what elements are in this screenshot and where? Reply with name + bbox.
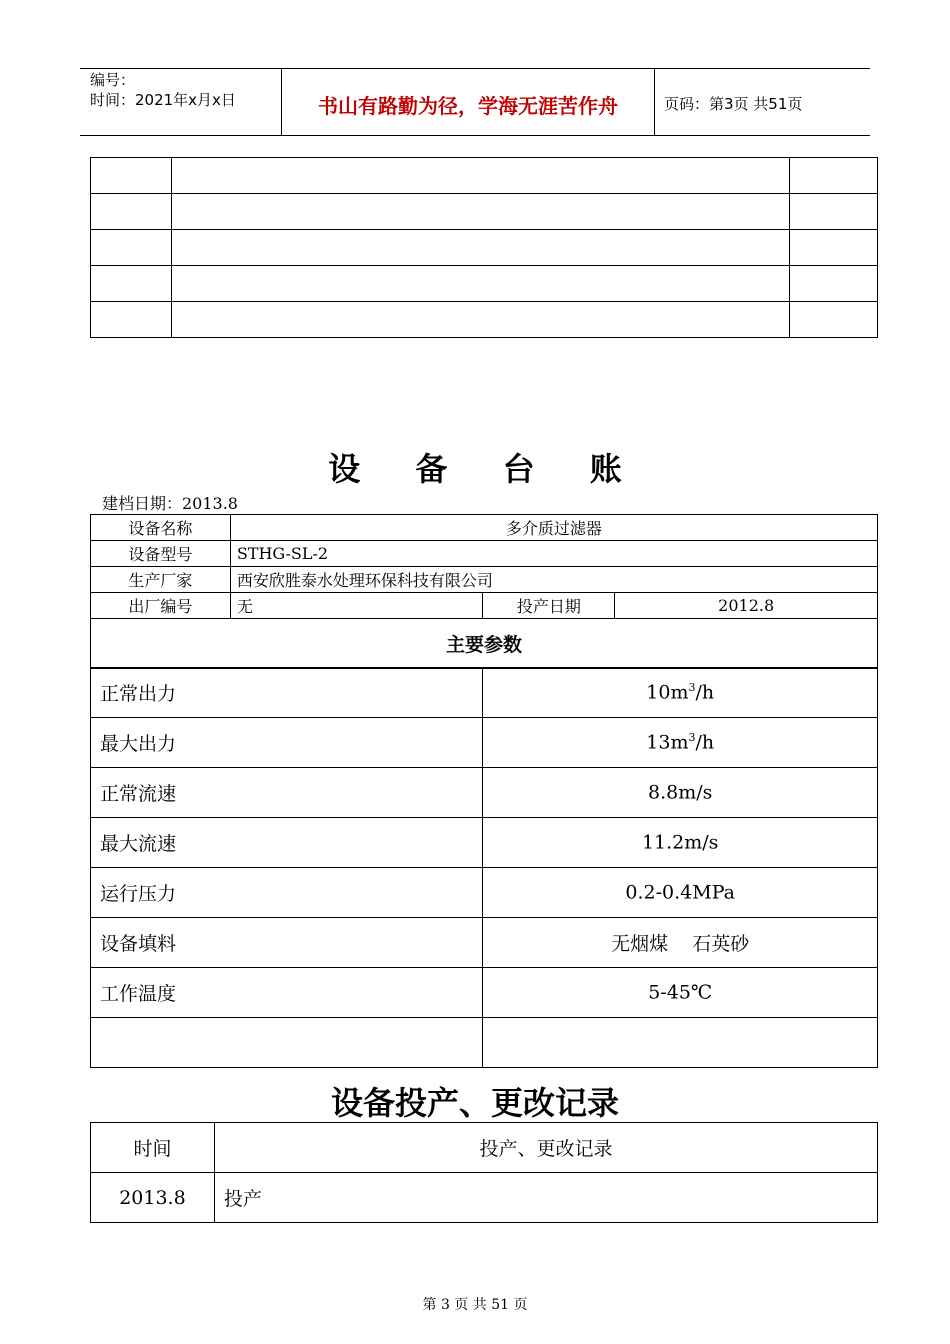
param-name: 正常流速 — [91, 768, 483, 818]
param-value-text: 11.2m/s — [641, 831, 719, 854]
param-value-text: 8.8m/s — [648, 781, 713, 804]
param-name: 设备填料 — [91, 918, 483, 968]
blank-row — [91, 230, 878, 266]
model-label: 设备型号 — [91, 541, 231, 567]
params-heading: 主要参数 — [91, 619, 878, 669]
footer-page: 第 3 页 共 51 页 — [422, 1297, 528, 1313]
param-row — [91, 718, 878, 768]
ledger-row-model — [91, 541, 878, 567]
param-row — [91, 1018, 878, 1068]
header-page-label: 页码：第3页 共51页 — [664, 95, 803, 113]
param-value-text: 5-45℃ — [648, 981, 713, 1004]
col-time-header: 时间 — [91, 1123, 215, 1173]
header-divider-left — [281, 68, 282, 135]
param-row — [91, 968, 878, 1018]
param-row — [91, 918, 878, 968]
name-value: 多介质过滤器 — [230, 515, 877, 541]
param-value — [483, 818, 878, 868]
param-value — [483, 1018, 878, 1068]
ledger-row-serial — [91, 593, 878, 619]
change-record: 投产 — [214, 1173, 877, 1223]
header-number-label: 编号： — [90, 71, 136, 89]
param-value-tail: /h — [695, 681, 715, 704]
param-name: 正常出力 — [91, 668, 483, 718]
blank-row — [91, 266, 878, 302]
param-value — [483, 868, 878, 918]
header-top-rule — [80, 68, 870, 69]
ledger-table — [90, 514, 878, 669]
model-value: STHG-SL-2 — [230, 541, 877, 567]
commission-value: 2012.8 — [615, 593, 878, 619]
param-value-sup: 3 — [688, 731, 696, 745]
changes-table — [90, 1122, 878, 1223]
blank-row — [91, 194, 878, 230]
param-row — [91, 768, 878, 818]
param-value-text: 13m — [646, 731, 689, 754]
param-row — [91, 668, 878, 718]
param-value — [483, 668, 878, 718]
param-name — [91, 1018, 483, 1068]
param-row — [91, 818, 878, 868]
param-value-tail: /h — [695, 731, 715, 754]
serial-value: 无 — [230, 593, 483, 619]
ledger-title: 设 备 台 账 — [328, 450, 644, 488]
param-name: 最大流速 — [91, 818, 483, 868]
param-value-text: 10m — [646, 681, 689, 704]
param-value-text: 0.2-0.4MPa — [625, 881, 735, 904]
param-value — [483, 918, 878, 968]
ledger-row-maker — [91, 567, 878, 593]
param-value — [483, 768, 878, 818]
changes-title: 设备投产、更改记录 — [330, 1084, 619, 1122]
name-label: 设备名称 — [91, 515, 231, 541]
param-name: 最大出力 — [91, 718, 483, 768]
blank-row — [91, 302, 878, 338]
ledger-row-name — [91, 515, 878, 541]
change-time: 2013.8 — [91, 1173, 215, 1223]
param-value — [483, 968, 878, 1018]
col-record-header: 投产、更改记录 — [214, 1123, 877, 1173]
serial-label: 出厂编号 — [91, 593, 231, 619]
params-heading-row — [91, 619, 878, 669]
param-name: 运行压力 — [91, 868, 483, 918]
param-row — [91, 868, 878, 918]
blank-table — [90, 157, 878, 338]
header-motto: 书山有路勤为径，学海无涯苦作舟 — [318, 94, 618, 118]
header-time-label: 时间：2021年x月x日 — [90, 91, 236, 109]
maker-value: 西安欣胜泰水处理环保科技有限公司 — [230, 567, 877, 593]
header-bottom-rule — [80, 135, 870, 136]
changes-header-row — [91, 1123, 878, 1173]
archive-date: 建档日期：2013.8 — [102, 494, 238, 513]
param-value — [483, 718, 878, 768]
params-table — [90, 667, 878, 1068]
header-divider-right — [654, 68, 655, 135]
header-left-block — [90, 70, 236, 110]
changes-row — [91, 1173, 878, 1223]
maker-label: 生产厂家 — [91, 567, 231, 593]
param-name: 工作温度 — [91, 968, 483, 1018]
param-value-sup: 3 — [688, 681, 696, 695]
blank-row — [91, 158, 878, 194]
param-value-text: 无烟煤 石英砂 — [611, 933, 750, 955]
commission-label: 投产日期 — [483, 593, 615, 619]
